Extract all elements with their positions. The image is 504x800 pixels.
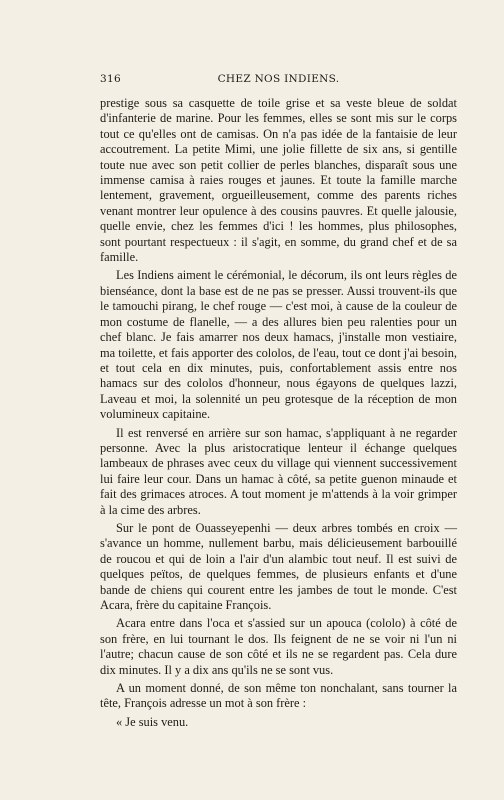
paragraph-5: Acara entre dans l'oca et s'assied sur un apouca (cololo) à côté de son frère, en lui tournant le dos. Ils feignent de ne se voir ni l'un ni l'autre; chacun cause de son côté et ils ne se regardent pas. Cela dure dix minutes. Il y a dix ans qu'ils ne se sont vus. [100, 616, 457, 677]
paragraph-3: Il est renversé en arrière sur son hamac, s'appliquant à ne regarder personne. Avec la plus aristocratique lenteur il échange quelques lambeaux de phrases avec ceux du village qui viennent successivement lui faire leur cour. Dans un hamac à côté, sa petite guenon minaude et fait des grimaces atroces. A tout moment je m'attends à la voir grimper à la cime des arbres. [100, 425, 457, 517]
paragraph-2: Les Indiens aiment le cérémonial, le décorum, ils ont leurs règles de bienséance, dont la base est de ne pas se presser. Aussi trouvent-ils que le tamouchi pirang, le chef rouge — c'est moi, à cause de la couleur de mon costume de flanelle, — a des allures bien peu ralenties pour un chef blanc. Je fais amarrer nos deux hamacs, j'installe mon vestiaire, ma toilette, et fais apporter des cololos, de l'eau, tout ce dont j'ai besoin, et tout cela en dix minutes, puis, confortablement assis entre nos hamacs sur des cololos d'honneur, nous égayons de quelques lazzi, Laveau et moi, la solennité un peu grotesque de la réception de mon volumineux capitaine. [100, 268, 457, 422]
paragraph-1: prestige sous sa casquette de toile grise et sa veste bleue de soldat d'infanterie de marine. Pour les femmes, elles se sont mis sur le corps tout ce qu'elles ont de camisas. On n'a pas idée de la fantaisie de leur accoutrement. La petite Mimi, une jolie fillette de six ans, si gentille toute nue avec son petit collier de perles blanches, disparaît sous une immense camisa à raies rouges et jaunes. Et toute la famille marche lentement, gravement, orgueilleusement, comme des parents riches venant montrer leur opulence à des cousins pauvres. Et quelle jalousie, quelle envie, chez les femmes d'ici ! les hommes, plus philosophes, sont pourtant respectueux : il s'agit, en somme, du grand chef et de sa famille. [100, 96, 457, 265]
body-text [100, 96, 457, 733]
page-header [100, 73, 457, 89]
running-title: CHEZ NOS INDIENS. [217, 73, 340, 85]
paragraph-4: Sur le pont de Ouasseyepenhi — deux arbres tombés en croix — s'avance un homme, nullement barbu, mais délicieusement barbouillé de roucou et qui de loin a l'air d'un alambic tout neuf. Il est suivi de quelques peïtos, de quelques femmes, de plusieurs enfants et d'une bande de chiens qui courent entre les jambes de tout le monde. C'est Acara, frère du capitaine François. [100, 520, 457, 612]
paragraph-6: A un moment donné, de son même ton nonchalant, sans tourner la tête, François adresse un mot à son frère : [100, 681, 457, 711]
page-number: 316 [100, 73, 121, 85]
paragraph-7: « Je suis venu. [116, 714, 189, 729]
